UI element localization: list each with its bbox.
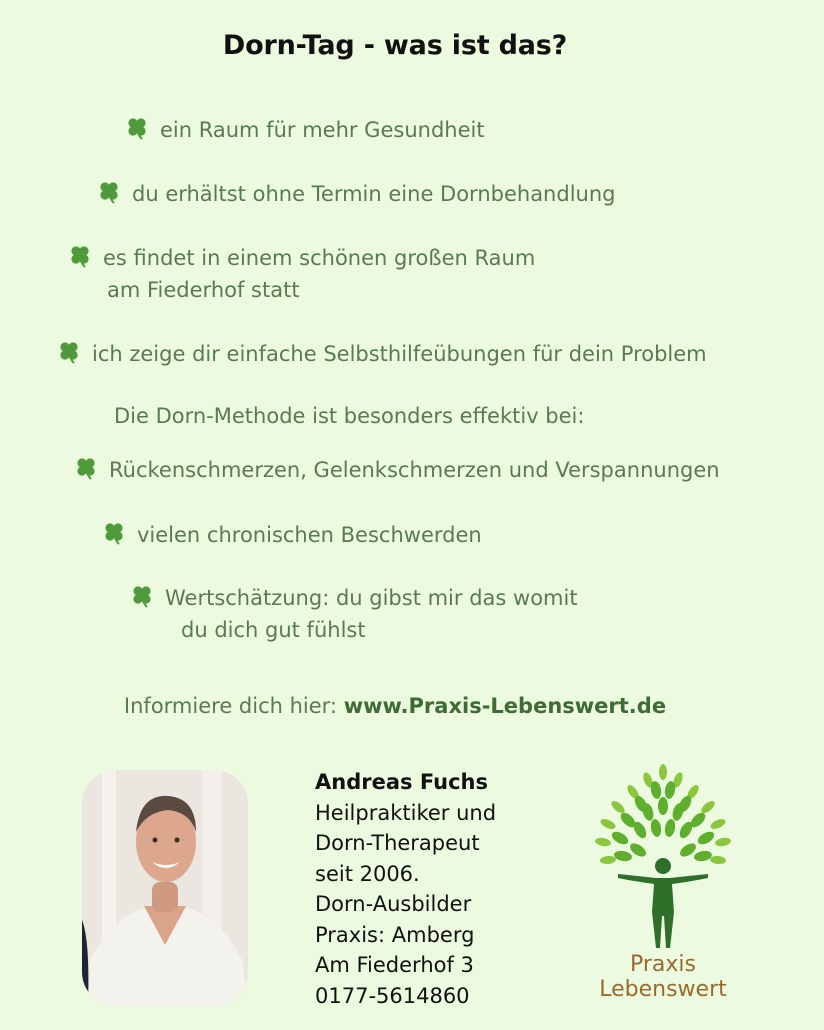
contact-name: Andreas Fuchs [315,770,488,794]
item-text: ein Raum für mehr Gesundheit [160,118,485,142]
item-text: es findet in einem schönen großen Raum [103,246,536,270]
website-link[interactable]: www.Praxis-Lebenswert.de [343,694,667,718]
logo-line-1: Praxis [630,952,696,977]
logo-line-2: Lebenswert [599,977,727,1002]
clover-icon [124,115,150,141]
contact-line: Am Fiederhof 3 [315,953,474,977]
clover-icon [73,455,99,481]
item-text: Wertschätzung: du gibst mir das womit [165,586,578,610]
clover-icon [96,179,122,205]
item-text: vielen chronischen Beschwerden [137,523,482,547]
portrait-photo [82,770,248,1006]
list-item [73,454,720,486]
list-item [67,242,535,306]
contact-line: Praxis: Amberg [315,922,475,947]
item-text: du erhältst ohne Termin eine Dornbehandlung [132,182,616,206]
list-item [124,114,485,146]
item-text-continued: du dich gut fühlst [181,618,366,642]
contact-block [315,767,496,1011]
clover-icon [101,520,127,546]
clover-icon [56,339,82,365]
item-text-continued: am Fiederhof statt [107,278,300,302]
item-text: Rückenschmerzen, Gelenkschmerzen und Verspannungen [109,458,720,482]
contact-line: Dorn-Therapeut [315,831,480,855]
list-item [96,178,615,210]
list-item [56,338,707,370]
clover-icon [129,583,155,609]
list-item [129,582,578,646]
info-label: Informiere dich hier: [123,694,338,718]
subheading: Die Dorn-Methode ist besonders effektiv bei: [114,404,585,428]
contact-line: seit 2006. [315,861,420,886]
item-text: ich zeige dir einfache Selbsthilfeübungen für dein Problem [92,342,707,366]
page-title: Dorn-Tag - was ist das? [222,30,568,61]
logo-text [578,952,748,1002]
contact-phone: 0177-5614860 [315,983,470,1008]
info-line [0,694,790,718]
clover-icon [67,243,93,269]
contact-line: Heilpraktiker und [315,800,497,825]
list-item [101,519,482,551]
contact-line: Dorn-Ausbilder [315,892,472,916]
